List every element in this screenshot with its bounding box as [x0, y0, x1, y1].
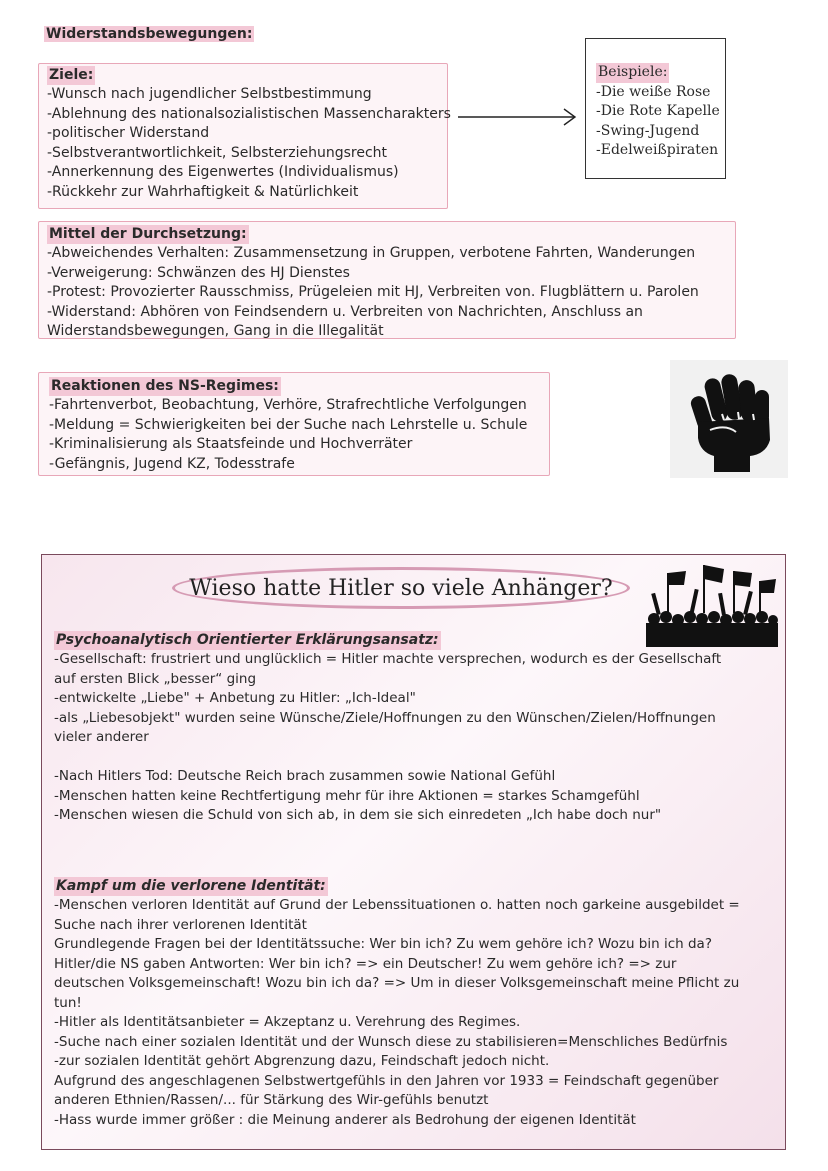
psycho-heading: Psychoanalytisch Orientierter Erklärungsansatz: — [56, 632, 439, 648]
list-item: -Rückkehr zur Wahrhaftigkeit & Natürlichkeit — [47, 183, 359, 200]
list-item: -Fahrtenverbot, Beobachtung, Verhöre, Strafrechtliche Verfolgungen — [49, 397, 527, 413]
arrow-right-icon — [456, 106, 580, 128]
list-item: Widerstandsbewegungen, Gang in die Illegalität — [47, 323, 384, 339]
psycho-section — [54, 631, 721, 826]
list-item: -als „Liebesobjekt" wurden seine Wünsche/Ziele/Hoffnungen zu den Wünschen/Zielen/Hoffnungen — [54, 709, 716, 726]
list-item: -Kriminalisierung als Staatsfeinde und Hochverräter — [49, 436, 413, 452]
list-item: tun! — [54, 994, 82, 1011]
list-item: -Ablehnung des nationalsozialistischen Massencharakters — [47, 105, 451, 122]
list-item: -Die Rote Kapelle — [596, 103, 720, 119]
goals-heading: Ziele: — [49, 67, 94, 83]
list-item: deutschen Volksgemeinschaft! Wozu bin ich da? => Um in dieser Volksgemeinschaft meine Pflicht zu — [54, 975, 740, 991]
identity-heading: Kampf um die verlorene Identität: — [56, 878, 326, 894]
list-item: -Protest: Provozierter Rausschmiss, Prügeleien mit HJ, Verbreiten von. Flugblättern u. Parolen — [47, 284, 699, 300]
list-item: -Menschen verloren Identität auf Grund der Lebenssituationen o. hatten noch garkeine ausgebildet = — [54, 897, 740, 913]
list-item: -Widerstand: Abhören von Feindsendern u. Verbreiten von Nachrichten, Anschluss an — [47, 303, 643, 320]
list-item: -Edelweißpiraten — [596, 142, 719, 158]
list-item: -Annerkennung des Eigenwertes (Individualismus) — [47, 164, 399, 180]
list-item: -Suche nach einer sozialen Identität und der Wunsch diese zu stabilisieren=Menschliches Bedürfnis — [54, 1033, 728, 1050]
list-item: -Gefängnis, Jugend KZ, Todesstrafe — [49, 455, 295, 472]
list-item: -politischer Widerstand — [47, 125, 210, 141]
list-item: -Swing-Jugend — [596, 122, 700, 139]
list-item: auf ersten Blick „besser“ ging — [54, 670, 257, 687]
list-item: -Meldung = Schwierigkeiten bei der Suche nach Lehrstelle u. Schule — [49, 416, 528, 433]
raised-fist-icon — [670, 360, 788, 478]
list-item: -Die weiße Rose — [596, 83, 711, 100]
list-item: -Menschen wiesen die Schuld von sich ab, in dem sie sich einredeten „Ich habe doch nur" — [54, 807, 662, 823]
reactions-box — [38, 372, 550, 476]
title-ellipse — [172, 567, 630, 609]
goals-box — [38, 63, 451, 209]
list-item: -zur sozialen Identität gehört Abgrenzung dazu, Feindschaft jedoch nicht. — [54, 1053, 550, 1069]
list-item: Hitler/die NS gaben Antworten: Wer bin ich? => ein Deutscher! Zu wem gehöre ich? => zur — [54, 955, 677, 972]
identity-section — [54, 877, 740, 1130]
examples-box — [585, 38, 726, 179]
list-item: -Nach Hitlers Tod: Deutsche Reich brach zusammen sowie National Gefühl — [54, 768, 556, 784]
list-item: -Abweichendes Verhalten: Zusammensetzung in Gruppen, verbotene Fahrten, Wanderungen — [47, 245, 696, 261]
list-item: -Hitler als Identitätsanbieter = Akzeptanz u. Verehrung des Regimes. — [54, 1014, 521, 1030]
list-item: -Menschen hatten keine Rechtfertigung mehr für ihre Aktionen = starkes Schamgefühl — [54, 787, 640, 804]
list-item: Grundlegende Fragen bei der Identitätssuche: Wer bin ich? Zu wem gehöre ich? Wozu bin ich da? — [54, 936, 712, 952]
list-item — [54, 748, 721, 768]
fist-image — [670, 360, 788, 478]
means-heading: Mittel der Durchsetzung: — [49, 226, 247, 242]
reactions-heading: Reaktionen des NS-Regimes: — [51, 378, 279, 394]
means-box — [38, 221, 736, 339]
page-title: Wieso hatte Hitler so viele Anhänger? — [189, 575, 613, 601]
list-item: -Hass wurde immer größer : die Meinung anderer als Bedrohung der eigenen Identität — [54, 1111, 636, 1128]
list-item: -Wunsch nach jugendlicher Selbstbestimmung — [47, 86, 372, 102]
list-item: -Selbstverantwortlichkeit, Selbsterziehungsrecht — [47, 144, 388, 161]
list-item: Suche nach ihrer verlorenen Identität — [54, 916, 307, 933]
section-title: Widerstandsbewegungen: — [46, 26, 253, 42]
list-item: Aufgrund des angeschlagenen Selbstwertgefühls in den Jahren vor 1933 = Feindschaft gegenüber — [54, 1072, 719, 1089]
list-item: -entwickelte „Liebe" + Anbetung zu Hitler: „Ich-Ideal" — [54, 690, 416, 706]
list-item: vieler anderer — [54, 729, 149, 745]
list-item: anderen Ethnien/Rassen/... für Stärkung des Wir-gefühls benutzt — [54, 1092, 489, 1108]
followers-section — [41, 554, 786, 1150]
list-item: -Gesellschaft: frustriert und unglücklich = Hitler machte versprechen, wodurch es der Gesellschaft — [54, 651, 722, 667]
examples-heading: Beispiele: — [596, 63, 669, 83]
list-item: -Verweigerung: Schwänzen des HJ Dienstes — [47, 264, 350, 281]
